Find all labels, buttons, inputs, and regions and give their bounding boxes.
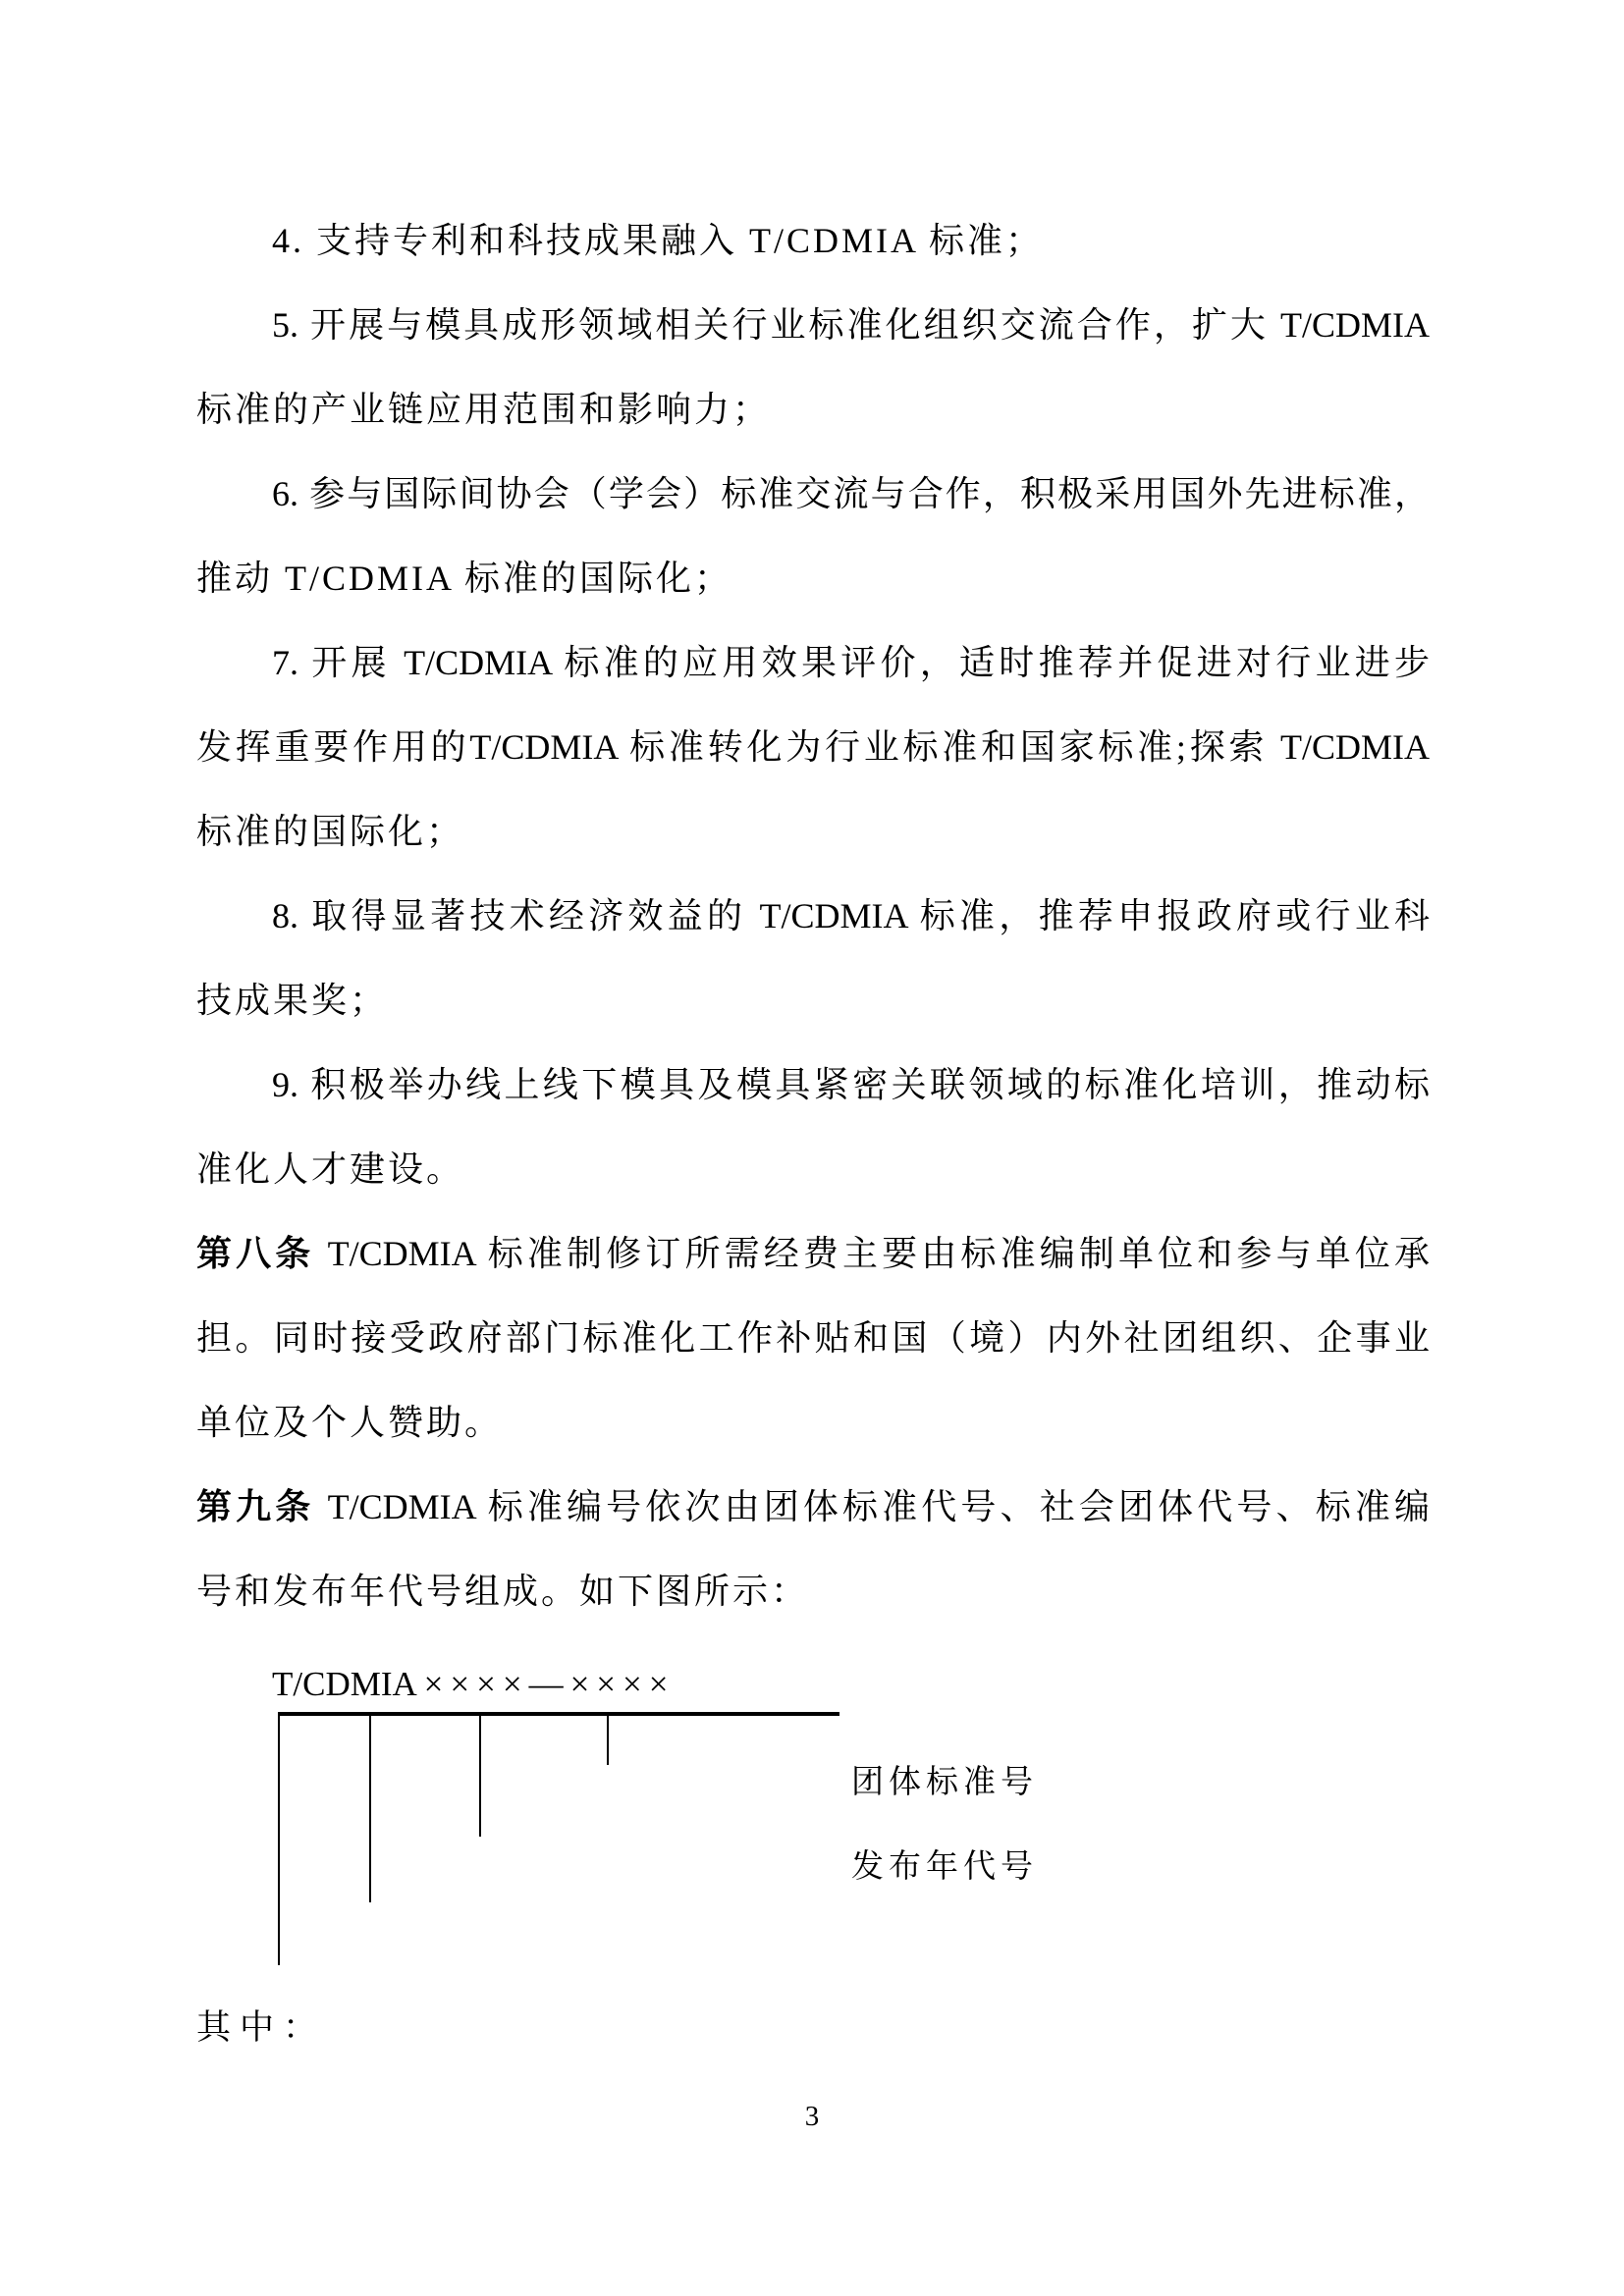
standard-code-placeholders: ××××—×××× (423, 1665, 676, 1703)
body-line: 4. 支持专利和科技成果融入 T/CDMIA 标准； (272, 221, 1045, 260)
article-text: T/CDMIA 标准制修订所需经费主要由标准编制单位和参与单位承 (314, 1234, 1430, 1273)
body-line: 单位及个人赞助。 (196, 1403, 504, 1442)
diagram-horizontal-line (278, 1712, 839, 1716)
body-line: 技成果奖； (196, 981, 389, 1020)
diagram-label-group-standard: 团体标准号 (851, 1765, 1038, 1800)
article-text: T/CDMIA 标准编号依次由团体标准代号、社会团体代号、标准编 (314, 1487, 1430, 1526)
article-number-label: 第九条 (196, 1487, 315, 1526)
diagram-leader-line (278, 1716, 280, 1965)
body-line: 推动 T/CDMIA 标准的国际化； (196, 559, 733, 598)
body-line: 发挥重要作用的T/CDMIA 标准转化为行业标准和国家标准;探索 T/CDMIA (196, 727, 1430, 767)
body-line: 6. 参与国际间协会（学会）标准交流与合作，积极采用国外先进标准， (272, 474, 1430, 513)
body-line-article-8 (196, 1211, 1430, 1296)
body-line: 8. 取得显著技术经济效益的 T/CDMIA 标准，推荐申报政府或行业科 (272, 896, 1430, 935)
standard-code-example (272, 1662, 676, 1707)
diagram-leader-line (479, 1716, 481, 1837)
diagram-leader-line (607, 1716, 609, 1765)
body-line: 7. 开展 T/CDMIA 标准的应用效果评价，适时推荐并促进对行业进步 (272, 643, 1430, 682)
page-number: 3 (804, 2101, 820, 2132)
diagram-label-year-code: 发布年代号 (851, 1849, 1038, 1885)
closing-note: 其中： (196, 2008, 327, 2047)
standard-code-prefix: T/CDMIA (272, 1665, 424, 1703)
article-number-label: 第八条 (196, 1234, 315, 1273)
body-line: 5. 开展与模具成形领域相关行业标准化组织交流合作，扩大 T/CDMIA (272, 305, 1430, 345)
body-line: 准化人才建设。 (196, 1149, 465, 1189)
body-line: 号和发布年代号组成。如下图所示： (196, 1572, 810, 1611)
body-line-article-9 (196, 1465, 1430, 1549)
diagram-leader-line (369, 1716, 371, 1902)
body-line: 标准的产业链应用范围和影响力； (196, 390, 772, 429)
body-line: 9. 积极举办线上线下模具及模具紧密关联领域的标准化培训，推动标 (272, 1065, 1430, 1104)
body-line: 担。同时接受政府部门标准化工作补贴和国（境）内外社团组织、企事业 (196, 1318, 1430, 1358)
body-text-block (196, 198, 1430, 1633)
body-line: 标准的国际化； (196, 812, 465, 851)
